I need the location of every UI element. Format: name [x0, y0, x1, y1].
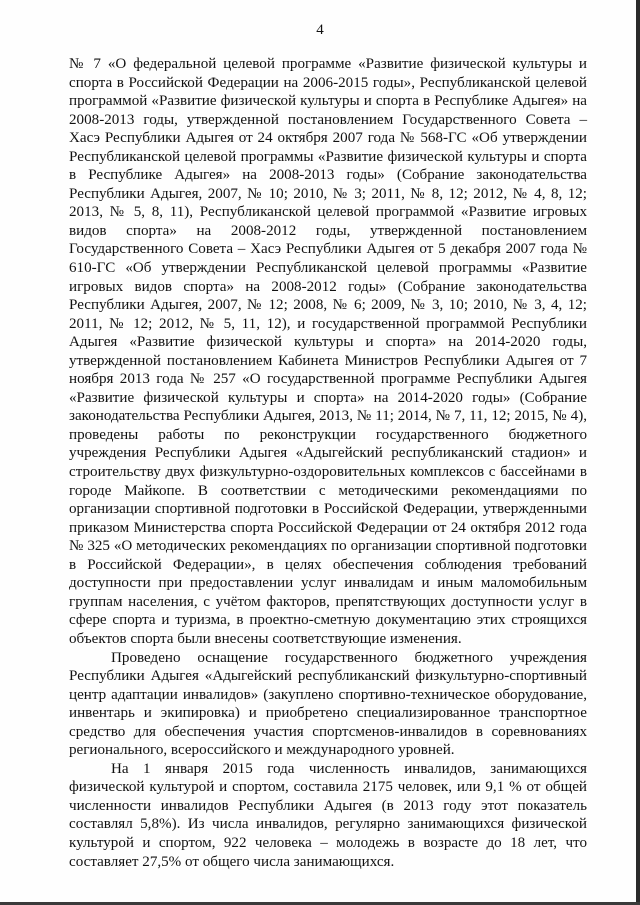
scan-edge-right: [636, 0, 640, 905]
paragraph-statistics: На 1 января 2015 года численность инвалидов, занимающихся физической культурой и спортом, составила 2175 человек, или 9,1 % от общей численности инвалидов Республики Адыгея (в 2013 году этот показатель составлял 5,8%). Из числа инвалидов, регулярно занимающихся физической культурой и спортом, 922 человека – молодежь в возрасте до 18 лет, что составляет 27,5% от общего числа занимающихся.: [69, 760, 587, 870]
document-body: [69, 55, 587, 871]
paragraph-equipment: Проведено оснащение государственного бюджетного учреждения Республики Адыгея «Адыгейский республиканский физкультурно-спортивный центр адаптации инвалидов» (закуплено спортивно-техническое оборудование, инвентарь и экипировка) и приобретено специализированное транспортное средство для обеспечения участия спортсменов-инвалидов в соревнованиях регионального, всероссийского и международного уровней.: [69, 649, 587, 759]
paragraph-continuation: № 7 «О федеральной целевой программе «Развитие физической культуры и спорта в Российской Федерации на 2006-2015 годы», Республиканской целевой программой «Развитие физической культуры и спорта в Республике Адыгея» на 2008-2013 годы, утвержденной постановлением Государственного Совета – Хасэ Республики Адыгея от 24 октября 2007 года № 568-ГС «Об утверждении Республиканской целевой программы «Развитие физической культуры и спорта в Республике Адыгея» на 2008-2013 годы» (Собрание законодательства Республики Адыгея, 2007, № 10; 2010, № 3; 2011, № 8, 12; 2012, № 4, 8, 12; 2013, № 5, 8, 11), Республиканской целевой программой «Развитие игровых видов спорта» на 2008-2012 годы, утвержденной постановлением Государственного Совета – Хасэ Республики Адыгея от 5 декабря 2007 года № 610-ГС «Об утверждении Республиканской целевой программы «Развитие игровых видов спорта» на 2008-2012 годы» (Собрание законодательства Республики Адыгея, 2007, № 12; 2008, № 6; 2009, № 3, 10; 2010, № 3, 4, 12; 2011, № 12; 2012, № 5, 11, 12), и государственной программой Республики Адыгея «Развитие физической культуры и спорта» на 2014-2020 годы, утвержденной постановлением Кабинета Министров Республики Адыгея от 7 ноября 2013 года № 257 «О государственной программе Республики Адыгея «Развитие физической культуры и спорта» на 2014-2020 годы» (Собрание законодательства Республики Адыгея, 2013, № 11; 2014, № 7, 11, 12; 2015, № 4), проведены работы по реконструкции государственного бюджетного учреждения Республики Адыгея «Адыгейский республиканский стадион» и строительству двух физкультурно-оздоровительных комплексов с бассейнами в городе Майкопе. В соответствии с методическими рекомендациями по организации спортивной подготовки в Российской Федерации, утвержденными приказом Министерства спорта Российской Федерации от 24 октября 2012 года № 325 «О методических рекомендациях по организации спортивной подготовки в Российской Федерации», в целях обеспечения соблюдения требований доступности при предоставлении услуг инвалидам и иным маломобильным группам населения, с учётом факторов, препятствующих доступности услуг в сфере спорта и туризма, в проектно-сметную документацию этих строящихся объектов спорта были внесены соответствующие изменения.: [69, 56, 587, 647]
page-number: 4: [316, 22, 324, 38]
